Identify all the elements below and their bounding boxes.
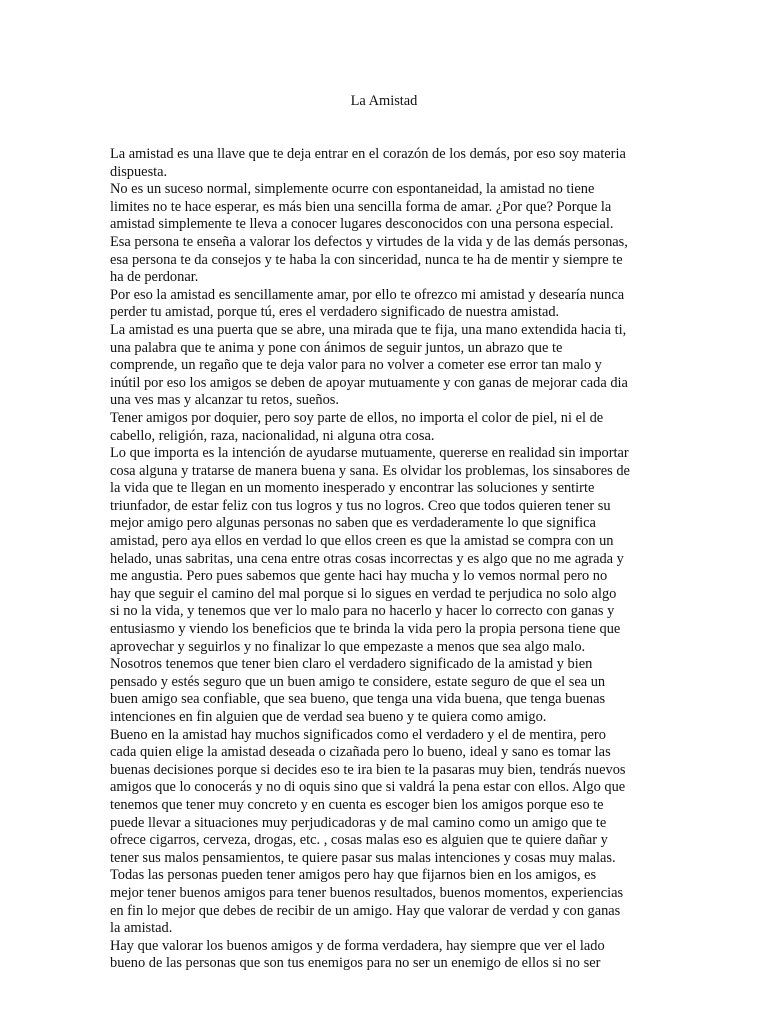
text-line: La amistad es una puerta que se abre, una mirada que te fija, una mano extendida hacia ti, bbox=[110, 321, 627, 338]
text-line: buenas decisiones porque si decides eso te ira bien te la pasaras muy bien, tendrás nuevos bbox=[110, 761, 626, 778]
text-line: aprovechar y seguirlos y no finalizar lo que empezaste a menos que sea algo malo. bbox=[110, 638, 586, 655]
text-line: Por eso la amistad es sencillamente amar, por ello te ofrezco mi amistad y desearía nunca bbox=[110, 286, 625, 303]
text-line: triunfador, de estar feliz con tus logros y tus no logros. Creo que todos quieren tener su bbox=[110, 497, 611, 514]
document-title: La Amistad bbox=[350, 93, 418, 109]
text-line: cada quien elige la amistad deseada o cizañada pero lo bueno, ideal y sano es tomar las bbox=[110, 744, 611, 761]
text-line: Hay que valorar los buenos amigos y de forma verdadera, hay siempre que ver el lado bbox=[110, 937, 605, 954]
text-line: No es un suceso normal, simplemente ocurre con espontaneidad, la amistad no tiene bbox=[110, 181, 595, 198]
text-line: Esa persona te enseña a valorar los defectos y virtudes de la vida y de las demás personas, bbox=[110, 233, 628, 250]
text-line: Tener amigos por doquier, pero soy parte de ellos, no importa el color de piel, ni el de bbox=[110, 409, 604, 426]
text-line: hay que seguir el camino del mal porque si lo sigues en verdad te perjudica no solo algo bbox=[110, 585, 617, 602]
text-line: cabello, religión, raza, nacionalidad, ni alguna otra cosa. bbox=[110, 427, 435, 444]
text-line: la amistad. bbox=[110, 920, 173, 937]
text-line: una palabra que te anima y pone con ánimos de seguir juntos, un abrazo que te bbox=[110, 339, 563, 356]
text-line: la vida que te llegan en un momento inesperado y encontrar las soluciones y sentirte bbox=[110, 480, 595, 497]
text-line: La amistad es una llave que te deja entrar en el corazón de los demás, por eso soy materia bbox=[110, 146, 626, 162]
text-line: inútil por eso los amigos se deben de apoyar mutuamente y con ganas de mejorar cada dia bbox=[110, 374, 628, 391]
text-line: pensado y estés seguro que un buen amigo te considere, estate seguro de que el sea un bbox=[110, 673, 606, 690]
text-line: puede llevar a situaciones muy perjudicadoras y de mal camino como un amigo que te bbox=[110, 814, 607, 831]
text-line: dispuesta. bbox=[110, 163, 168, 180]
text-line: Todas las personas pueden tener amigos pero hay que fijarnos bien en los amigos, es bbox=[110, 867, 597, 884]
text-line: entusiasmo y viendo los beneficios que te brinda la vida pero la propia persona tiene que bbox=[110, 621, 621, 638]
text-line: en fin lo mejor que debes de recibir de un amigo. Hay que valorar de verdad y con ganas bbox=[110, 902, 621, 919]
text-line: mejor amigo pero algunas personas no saben que es verdaderamente lo que significa bbox=[110, 515, 596, 532]
text-line: tener sus malos pensamientos, te quiere pasar sus malas intenciones y cosas muy malas. bbox=[110, 849, 616, 866]
text-line: tenemos que tener muy concreto y en cuenta es escoger bien los amigos porque eso te bbox=[110, 796, 604, 813]
text-line: ha de perdonar. bbox=[110, 269, 199, 286]
text-line: esa persona te da consejos y te haba la con sinceridad, nunca te ha de mentir y siempre te bbox=[110, 251, 623, 268]
text-line: Bueno en la amistad hay muchos significados como el verdadero y el de mentira, pero bbox=[110, 726, 606, 743]
text-line: si no la vida, y tenemos que ver lo malo para no hacerlo y hacer lo correcto con ganas y bbox=[110, 603, 615, 620]
text-line: bueno de las personas que son tus enemigos para no ser un enemigo de ellos si no ser bbox=[110, 955, 601, 972]
text-line: me angustia. Pero pues sabemos que gente haci hay mucha y lo vemos normal pero no bbox=[110, 568, 608, 585]
text-line: mejor tener buenos amigos para tener buenos resultados, buenos momentos, experiencias bbox=[110, 884, 624, 901]
text-line: amistad simplemente te lleva a conocer lugares desconocidos con una persona especial. bbox=[110, 216, 614, 233]
text-line: amistad, pero aya ellos en verdad lo que ellos creen es que la amistad se compra con un bbox=[110, 533, 614, 550]
text-line: helado, unas sabritas, una cena entre otras cosas incorrectas y es algo que no me agrada y bbox=[110, 550, 624, 567]
text-line: cosa alguna y tratarse de manera buena y sana. Es olvidar los problemas, los sinsabores de bbox=[110, 462, 630, 479]
text-line: Lo que importa es la intención de ayudarse mutuamente, quererse en realidad sin importar bbox=[110, 445, 629, 462]
text-line: buen amigo sea confiable, que sea bueno, que tenga una vida buena, que tenga buenas bbox=[110, 691, 606, 708]
text-line: limites no te hace esperar, es más bien una sencilla forma de amar. ¿Por que? Porque la bbox=[110, 198, 612, 215]
text-line: comprende, un regaño que te deja valor para no volver a cometer ese error tan malo y bbox=[110, 357, 602, 374]
text-line: una ves mas y alcanzar tu retos, sueños. bbox=[110, 392, 339, 409]
text-line: amigos que lo conocerás y no di oquis sino que si valdrá la pena estar con ellos. Algo que bbox=[110, 779, 626, 796]
document-body bbox=[110, 146, 658, 973]
text-line: intenciones en fin alguien que de verdad sea bueno y te quiera como amigo. bbox=[110, 709, 547, 725]
text-line: ofrece cigarros, cerveza, drogas, etc. , cosas malas eso es alguien que te quiere dañar y bbox=[110, 832, 608, 849]
text-line: perder tu amistad, porque tú, eres el verdadero significado de nuestra amistad. bbox=[110, 304, 560, 321]
text-line: Nosotros tenemos que tener bien claro el verdadero significado de la amistad y bien bbox=[110, 656, 593, 673]
